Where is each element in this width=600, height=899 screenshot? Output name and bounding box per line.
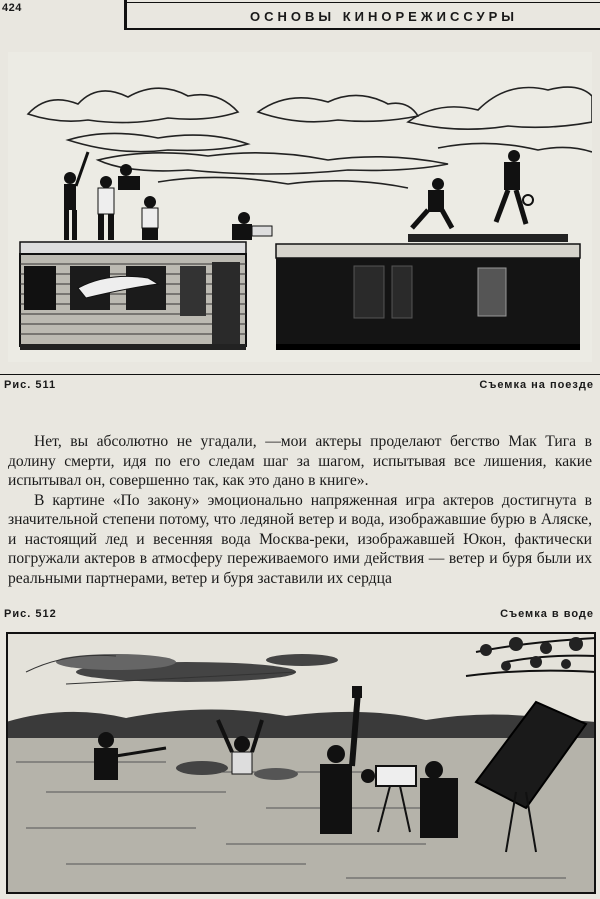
header-rule	[124, 28, 600, 30]
figure-caption	[0, 374, 600, 393]
running-title: ОСНОВЫ КИНОРЕЖИССУРЫ	[250, 9, 519, 24]
actor-crossing	[232, 212, 272, 240]
train-illustration	[8, 52, 592, 362]
figure-frame	[6, 632, 596, 894]
paragraph: Нет, вы абсолютно не угадали, —мои актеры проделают бегство Мак Тига в долину смерти, идя по его следам шаг за шагом, испытывая все лишения, какие испытывал он, совершенно так, как это дано в книге».	[8, 433, 592, 489]
actors-right	[412, 150, 533, 228]
figure-title: Съемка в воде	[500, 608, 594, 620]
figure-number: Рис. 511	[4, 379, 57, 391]
paragraph: В картине «По закону» эмоционально напряженная игра актеров достигнута в значительной степени потому, что ледяной ветер и вода, изображавшие бурю в Аляске, и настоящий лед и весенняя вода Москва-реки, изображавшей Юкон, фактически погружали актеров в атмосферу переживаемого ими действия — ветер и буря были их реальными партнерами, ветер и буря заставили их сердца	[8, 491, 592, 587]
figure-number: Рис. 512	[4, 608, 57, 620]
figure-title: Съемка на поезде	[479, 379, 594, 391]
page-number: 424	[2, 2, 22, 14]
header-rule	[124, 2, 600, 3]
page-header	[0, 0, 600, 30]
body-text	[8, 432, 592, 588]
figure-water-illustration	[6, 632, 596, 894]
figure-caption	[0, 604, 600, 622]
figure-train-illustration	[8, 52, 592, 362]
